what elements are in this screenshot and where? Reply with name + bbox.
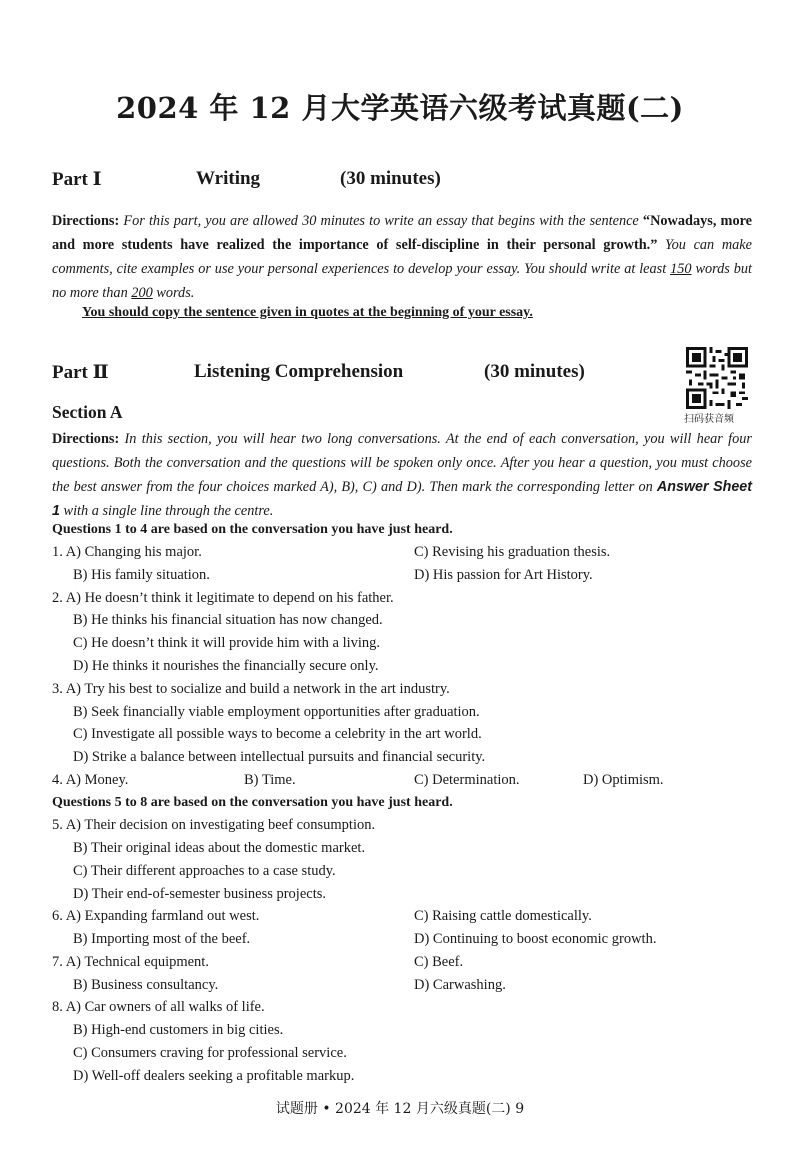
q7-option-c: C) Beef. bbox=[414, 954, 464, 970]
q4-option-d: D) Optimism. bbox=[583, 772, 664, 788]
q5-option-c: C) Their different approaches to a case study. bbox=[73, 863, 336, 879]
max-words: 200 bbox=[131, 285, 153, 301]
questions-5-8-heading: Questions 5 to 8 are based on the conversation you have just heard. bbox=[52, 795, 453, 810]
part2-name: Listening Comprehension bbox=[194, 361, 404, 382]
part1-directions bbox=[52, 209, 752, 305]
q5-option-d: D) Their end-of-semester business projects. bbox=[73, 886, 327, 902]
q5-option-a: 5. A) Their decision on investigating beef consumption. bbox=[52, 817, 376, 833]
min-words: 150 bbox=[670, 261, 692, 277]
page-title: 2024 年 12 月大学英语六级考试真题(二) bbox=[116, 91, 684, 125]
section-a-heading: Section A bbox=[52, 402, 123, 422]
q8-option-d: D) Well-off dealers seeking a profitable markup. bbox=[73, 1068, 355, 1084]
q6-option-c: C) Raising cattle domestically. bbox=[414, 908, 592, 924]
q7-option-a: 7. A) Technical equipment. bbox=[52, 954, 209, 970]
part2-time: (30 minutes) bbox=[484, 361, 585, 382]
directions-text-2: with a single line through the centre. bbox=[63, 503, 274, 519]
q6-option-a: 6. A) Expanding farmland out west. bbox=[52, 908, 260, 924]
q4-option-b: B) Time. bbox=[244, 772, 296, 788]
q8-option-b: B) High-end customers in big cities. bbox=[73, 1022, 284, 1038]
q1-option-d: D) His passion for Art History. bbox=[414, 567, 593, 583]
qr-code-icon[interactable] bbox=[686, 347, 748, 409]
q3-option-b: B) Seek financially viable employment opportunities after graduation. bbox=[73, 704, 480, 720]
directions-mid: words but no more than bbox=[52, 261, 753, 301]
q1-option-c: C) Revising his graduation thesis. bbox=[414, 544, 611, 560]
q4-option-c: C) Determination. bbox=[414, 772, 520, 788]
part1-heading bbox=[52, 168, 752, 198]
q5-option-b: B) Their original ideas about the domestic market. bbox=[73, 840, 366, 856]
q7-option-b: B) Business consultancy. bbox=[73, 977, 219, 993]
questions-1-4-heading: Questions 1 to 4 are based on the conversation you have just heard. bbox=[52, 522, 453, 537]
page-footer: 试题册 • 2024 年 12 月六级真题(二) 9 bbox=[275, 1101, 525, 1117]
part2-label: Part Ⅱ bbox=[52, 362, 109, 383]
directions-label: Directions: bbox=[52, 213, 120, 229]
essay-prompt-quote: “Nowadays, more and more students have realized the importance of self-discipline in their personal growth.” bbox=[52, 213, 753, 253]
q3-option-a: 3. A) Try his best to socialize and build a network in the art industry. bbox=[52, 681, 450, 697]
part1-time: (30 minutes) bbox=[340, 168, 441, 189]
directions-text: In this section, you will hear two long conversations. At the end of each conversation, you will hear four questions. Both the conversation and the questions will be spoken only once. After you hear a question, you must choose the best answer from the four choices marked A), B), C) and D). Then mark the corresponding letter on bbox=[52, 431, 752, 495]
qr-caption: 扫码获音频 bbox=[684, 414, 734, 425]
q2-option-d: D) He thinks it nourishes the financially secure only. bbox=[73, 658, 379, 674]
directions-text: For this part, you are allowed 30 minutes to write an essay that begins with the sentence bbox=[123, 213, 639, 229]
directions-text-2: You can make comments, cite examples or use your personal experiences to develop your essay. You should write at least bbox=[52, 237, 752, 277]
part1-label: Part Ⅰ bbox=[52, 169, 102, 190]
part2-heading bbox=[52, 361, 752, 391]
q8-option-a: 8. A) Car owners of all walks of life. bbox=[52, 999, 265, 1015]
part2-directions bbox=[52, 427, 752, 523]
essay-requirement: You should copy the sentence given in quotes at the beginning of your essay. bbox=[82, 305, 533, 320]
q2-option-c: C) He doesn’t think it will provide him with a living. bbox=[73, 635, 381, 651]
q3-option-c: C) Investigate all possible ways to become a celebrity in the art world. bbox=[73, 726, 482, 742]
q1-option-a: 1. A) Changing his major. bbox=[52, 544, 202, 560]
q2-option-a: 2. A) He doesn’t think it legitimate to depend on his father. bbox=[52, 590, 394, 606]
q3-option-d: D) Strike a balance between intellectual pursuits and financial security. bbox=[73, 749, 486, 765]
q6-option-b: B) Importing most of the beef. bbox=[73, 931, 251, 947]
q4-option-a: 4. A) Money. bbox=[52, 772, 129, 788]
q1-option-b: B) His family situation. bbox=[73, 567, 210, 583]
directions-end: words. bbox=[156, 285, 195, 301]
directions-label: Directions: bbox=[52, 431, 120, 447]
part1-name: Writing bbox=[196, 168, 261, 189]
q6-option-d: D) Continuing to boost economic growth. bbox=[414, 931, 657, 947]
answer-sheet-label: Answer Sheet 1 bbox=[52, 479, 752, 519]
q2-option-b: B) He thinks his financial situation has now changed. bbox=[73, 612, 383, 628]
q8-option-c: C) Consumers craving for professional service. bbox=[73, 1045, 347, 1061]
q7-option-d: D) Carwashing. bbox=[414, 977, 506, 993]
